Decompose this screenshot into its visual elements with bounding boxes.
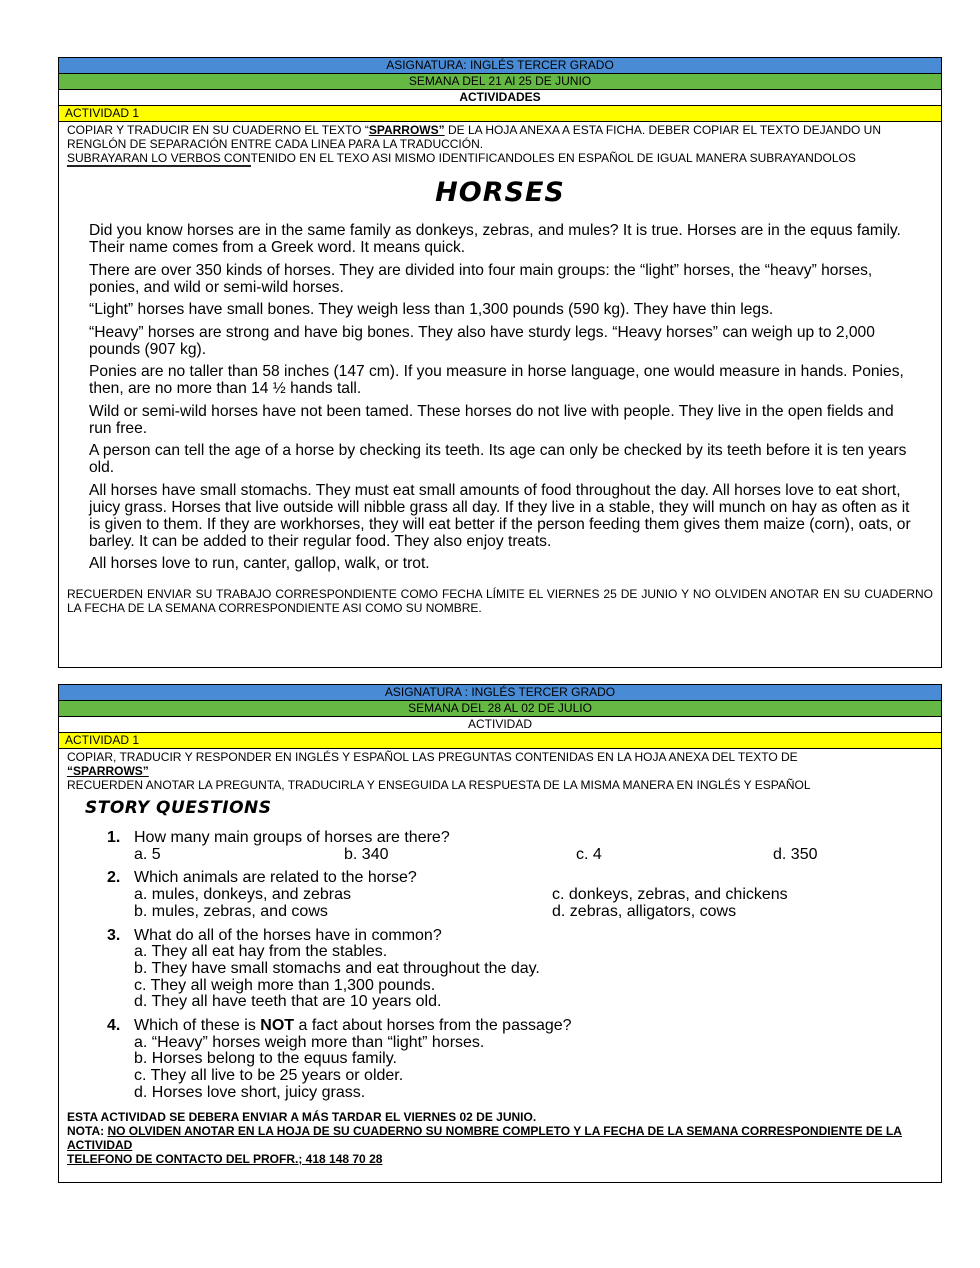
option-c: c. donkeys, zebras, and chickens	[552, 886, 788, 904]
instructions	[59, 749, 941, 792]
questions-list	[59, 830, 941, 1102]
reminder-text: RECUERDEN ENVIAR SU TRABAJO CORRESPONDIENTE COMO FECHA LÍMITE EL VIERNES 25 DE JUNIO Y NO OLVIDEN ANOTAR EN SU CUADERNO LA FECHA DE LA SEMANA CORRESPONDIENTE ASI COMO SU NOMBRE.	[67, 587, 933, 615]
week2-activity-sheet	[58, 684, 942, 1183]
option-d: d. Horses love short, juicy grass.	[134, 1083, 366, 1101]
question-2: 2. Which animals are related to the horse? a. mules, donkeys, and zebras c. donkeys, zebras, and chickens b. mules, zebras, and cows d. zebras, alligators, cows	[107, 870, 941, 920]
name-note: NOTA: NO OLVIDEN ANOTAR EN LA HOJA DE SU CUADERNO SU NOMBRE COMPLETO Y LA FECHA DE LA SEMANA CORRESPONDIENTE DE LA ACTIVIDAD	[67, 1123, 902, 1152]
option-d: d. zebras, alligators, cows	[552, 902, 737, 920]
week1-activity-sheet	[58, 57, 942, 668]
option-c: c. They all live to be 25 years or older.	[134, 1067, 404, 1085]
instruction-line-2: RECUERDEN ANOTAR LA PREGUNTA, TRADUCIRLA Y ENSEGUIDA LA RESPUESTA DE LA MISMA MANERA EN INGLÉS Y ESPAÑOL	[67, 778, 811, 792]
option-b: b. They have small stomachs and eat throughout the day.	[134, 959, 540, 977]
option-c: c. 4	[576, 845, 602, 863]
story-text	[59, 222, 941, 572]
footer-notes	[59, 1110, 941, 1166]
paragraph: Wild or semi-wild horses have not been tamed. These horses do not live with people. They live in the open fields and run free.	[89, 402, 894, 437]
option-b: b. mules, zebras, and cows	[134, 902, 328, 920]
contact-phone: TELEFONO DE CONTACTO DEL PROFR.; 418 148 70 28	[67, 1151, 383, 1166]
section-header: ACTIVIDAD	[59, 717, 941, 733]
instruction-line-1: COPIAR, TRADUCIR Y RESPONDER EN INGLÉS Y ESPAÑOL LAS PREGUNTAS CONTENIDAS EN LA HOJA ANEXA DEL TEXTO DE	[67, 750, 798, 764]
section-header: ACTIVIDADES	[59, 90, 941, 106]
paragraph: All horses have small stomachs. They must eat small amounts of food throughout the day. All horses love to eat short, juicy grass. Horses that live outside will nibble grass all day. If they live in a stable, they will munch on hay as often as it is given to them. If they are workhorses, they will eat better if the person feeding them gives them maize (corn), oats, or barley. It can be added to their regular food. They also enjoy treats.	[89, 481, 911, 550]
option-a: a. 5	[134, 845, 161, 863]
story-title: HORSES	[435, 177, 565, 208]
option-a: a. They all eat hay from the stables.	[134, 943, 388, 961]
option-a: a. mules, donkeys, and zebras	[134, 886, 352, 904]
paragraph: Ponies are no taller than 58 inches (147 cm). If you measure in horse language, one would measure in hands. Ponies, then, are no more than 14 ½ hands tall.	[89, 363, 904, 397]
activity-label: ACTIVIDAD 1	[59, 106, 941, 122]
paragraph: “Heavy” horses are strong and have big bones. They also have sturdy legs. “Heavy horses” can weigh up to 2,000 pounds (907 kg).	[89, 323, 875, 358]
paragraph: “Light” horses have small bones. They weigh less than 1,300 pounds (590 kg). They have thin legs.	[89, 301, 774, 318]
option-a: a. “Heavy” horses weigh more than “light” horses.	[134, 1033, 485, 1051]
question-4: 4. Which of these is NOT a fact about horses from the passage? a. “Heavy” horses weigh more than “light” horses. b. Horses belong to the equus family. c. They all live to be 25 years or older. d. Horses love short, juicy grass.	[107, 1018, 941, 1102]
story-questions-title: STORY QUESTIONS	[85, 798, 272, 818]
week-header: SEMANA DEL 28 AL 02 DE JULIO	[59, 701, 941, 717]
question-3: 3. What do all of the horses have in common? a. They all eat hay from the stables. b. They have small stomachs and eat throughout the day. c. They all weigh more than 1,300 pounds. d. They all have teeth that are 10 years old.	[107, 928, 941, 1012]
option-d: d. They all have teeth that are 10 years old.	[134, 993, 442, 1011]
question-1: 1. How many main groups of horses are there? a. 5 b. 340 c. 4 d. 350	[107, 829, 818, 863]
week-header: SEMANA DEL 21 Al 25 DE JUNIO	[59, 74, 941, 90]
paragraph: All horses love to run, canter, gallop, walk, or trot.	[89, 555, 430, 572]
paragraph: Did you know horses are in the same family as donkeys, zebras, and mules? It is true. Horses are in the equus family. Their name comes from a Greek word. It means quick.	[89, 222, 901, 256]
instruction-line-1: COPIAR Y TRADUCIR EN SU CUADERNO EL TEXTO “SPARROWS” DE LA HOJA ANEXA A ESTA FICHA. DEBER COPIAR EL TEXTO DEJANDO UN RENGLÓN DE SEPARACIÓN ENTRE CADA LINEA PARA LA TRADUCCIÓN.	[67, 123, 881, 151]
subject-header: ASIGNATURA: INGLÉS TERCER GRADO	[59, 58, 941, 74]
option-b: b. Horses belong to the equus family.	[134, 1050, 397, 1068]
instruction-line-2: SUBRAYARAN LO VERBOS CONTENIDO EN EL TEXO ASI MISMO IDENTIFICANDOLES EN ESPAÑOL DE IGUAL MANERA SUBRAYANDOLOS	[67, 151, 856, 165]
activity-label: ACTIVIDAD 1	[59, 733, 941, 749]
option-c: c. They all weigh more than 1,300 pounds.	[134, 976, 436, 994]
paragraph: A person can tell the age of a horse by checking its teeth. Its age can only be checked by its teeth before it is ten years old.	[89, 442, 907, 476]
deadline-note: ESTA ACTIVIDAD SE DEBERA ENVIAR A MÁS TARDAR EL VIERNES 02 DE JUNIO.	[67, 1109, 537, 1124]
instructions	[59, 122, 941, 167]
instruction-sparrows: “SPARROWS”	[67, 764, 149, 778]
paragraph: There are over 350 kinds of horses. They are divided into four main groups: the “light” horses, the “heavy” horses, ponies, and wild or semi-wild horses.	[89, 261, 873, 296]
option-d: d. 350	[773, 845, 818, 863]
subject-header: ASIGNATURA : INGLÉS TERCER GRADO	[59, 685, 941, 701]
option-b: b. 340	[344, 845, 389, 863]
